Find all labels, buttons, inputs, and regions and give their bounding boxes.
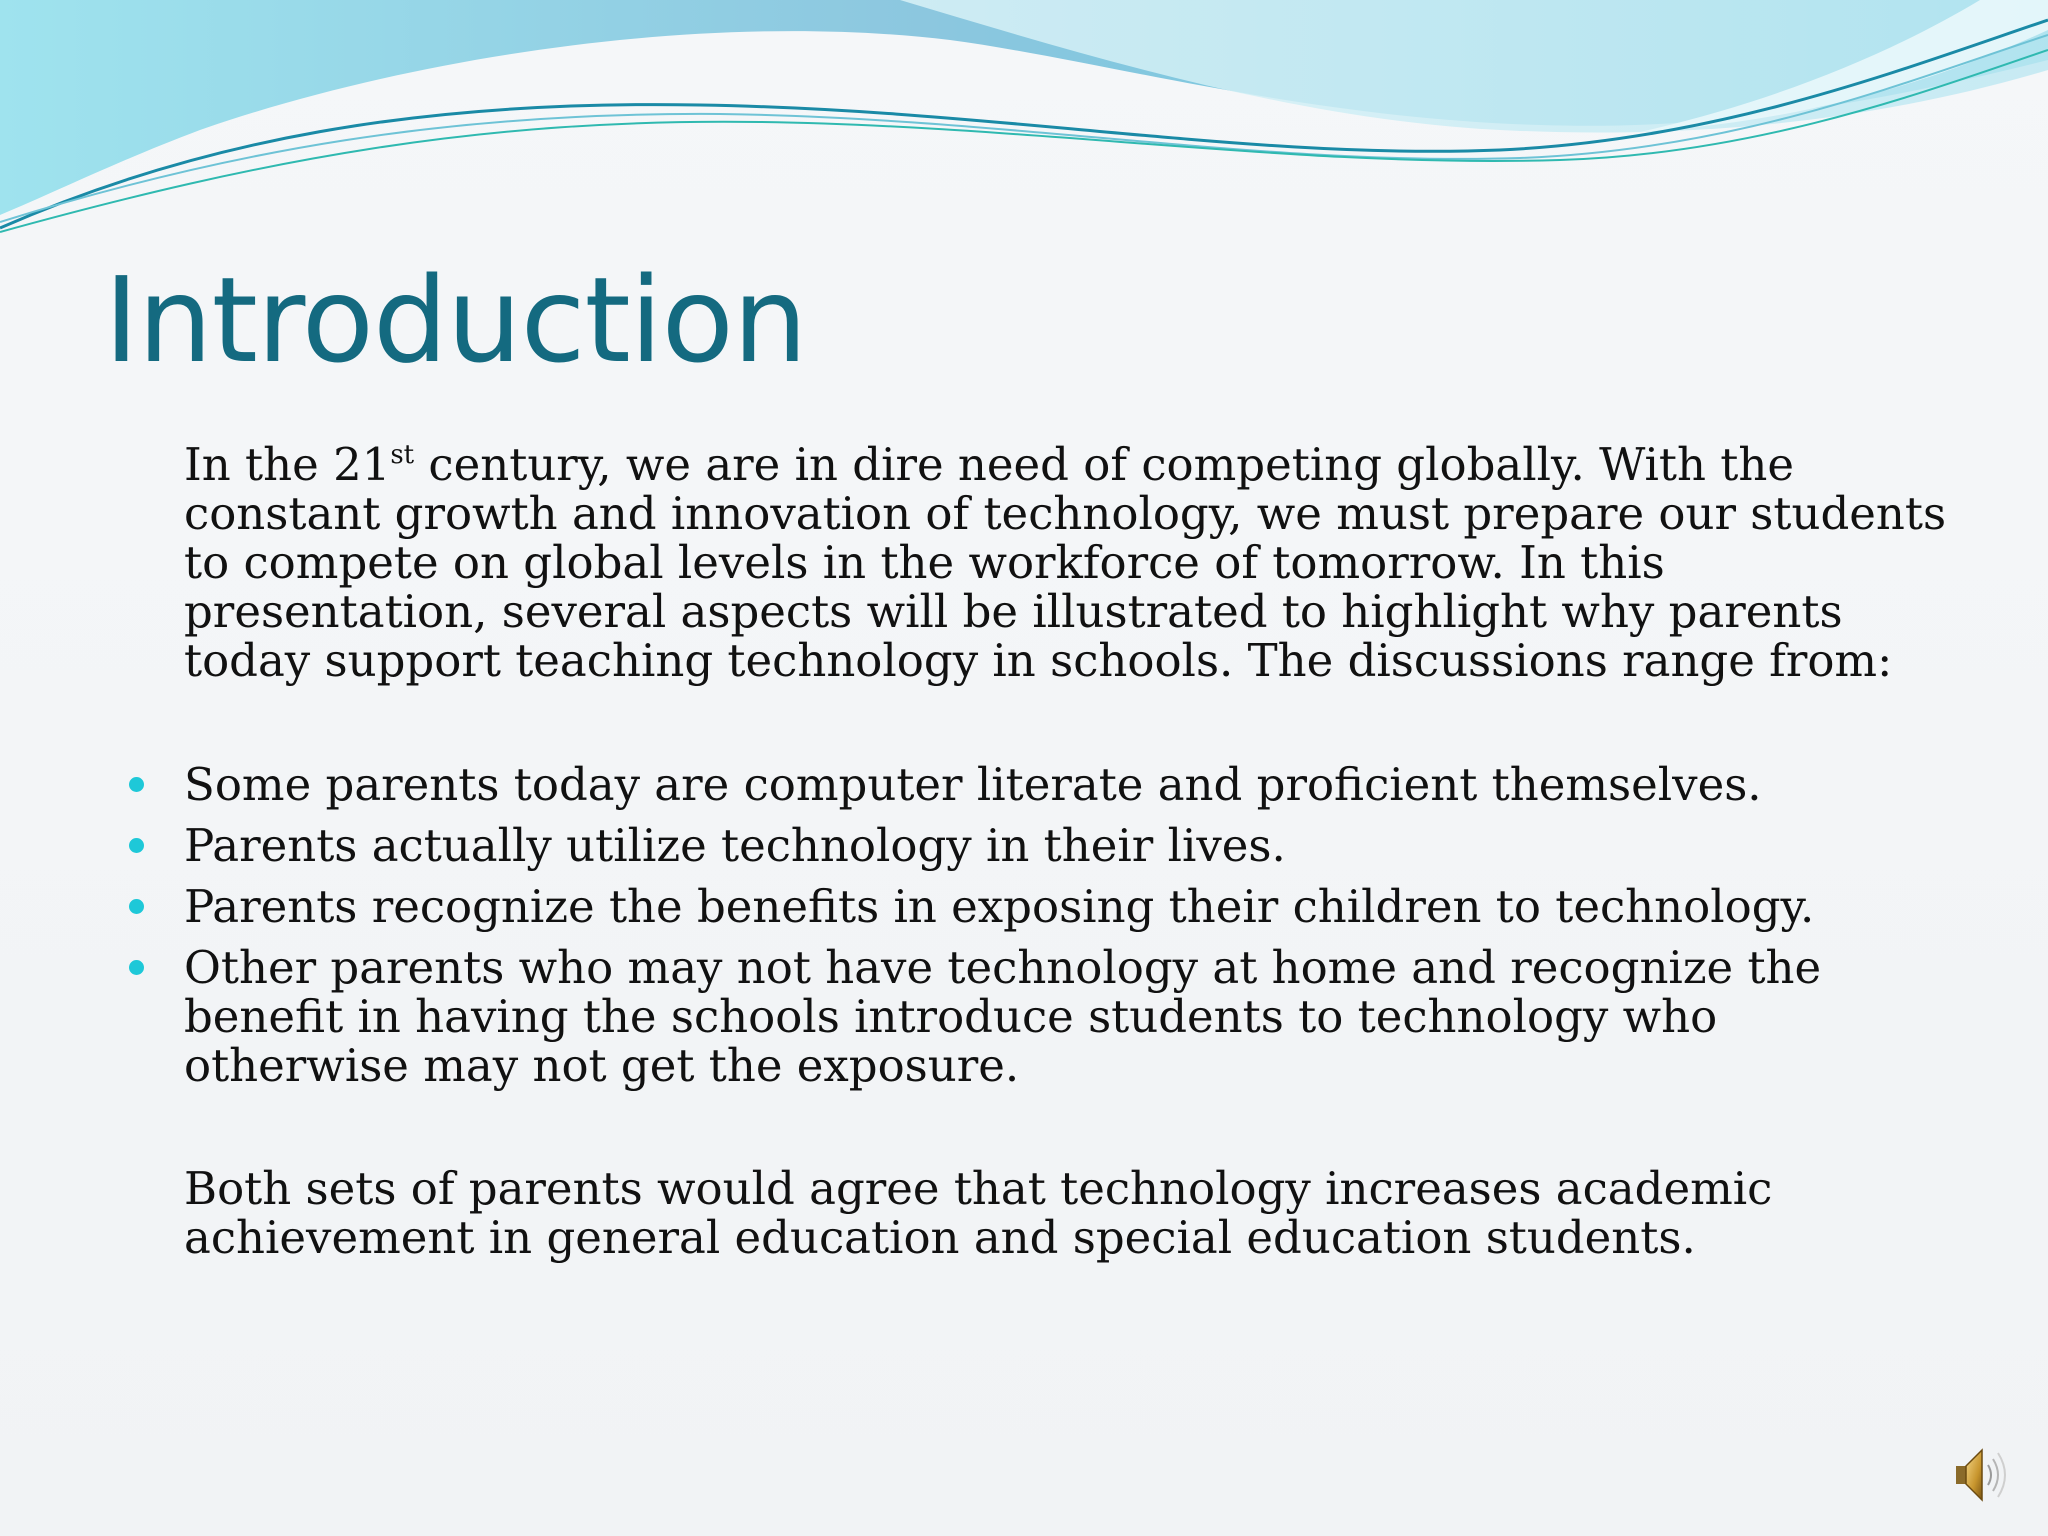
bullet-item [184, 760, 1954, 809]
bullet-dot-icon [129, 899, 144, 914]
intro-paragraph [184, 440, 1954, 685]
bullet-text: Other parents who may not have technology at home and recognize the benefit in having the schools introduce students to technology who otherwise may not get the exposure. [184, 941, 1822, 1092]
bullet-item [184, 821, 1954, 870]
bullet-text: Parents recognize the benefits in exposing their children to technology. [184, 880, 1815, 933]
bullet-text: Some parents today are computer literate and proficient themselves. [184, 758, 1762, 811]
speaker-icon[interactable] [1950, 1440, 2010, 1510]
intro-text-rest: century, we are in dire need of competing globally. With the constant growth and innovation of technology, we must prepare our students to compete on global levels in the workforce of tomorrow. In this presentation, several aspects will be illustrated to highlight why parents today support teaching technology in schools. The discussions range from: [184, 438, 1947, 687]
intro-text-start: In the 21 [184, 438, 391, 491]
bullet-item [184, 943, 1954, 1090]
bullet-item [184, 882, 1954, 931]
closing-paragraph: Both sets of parents would agree that technology increases academic achievement in general education and special education students. [184, 1162, 1773, 1264]
bullet-dot-icon [129, 777, 144, 792]
bullet-dot-icon [129, 838, 144, 853]
bullet-list [184, 760, 1954, 1102]
bullet-dot-icon [129, 960, 144, 975]
ordinal-superscript: st [390, 440, 415, 470]
header-wave-decoration [0, 0, 2048, 240]
bullet-text: Parents actually utilize technology in their lives. [184, 819, 1286, 872]
slide-title: Introduction [104, 251, 807, 389]
